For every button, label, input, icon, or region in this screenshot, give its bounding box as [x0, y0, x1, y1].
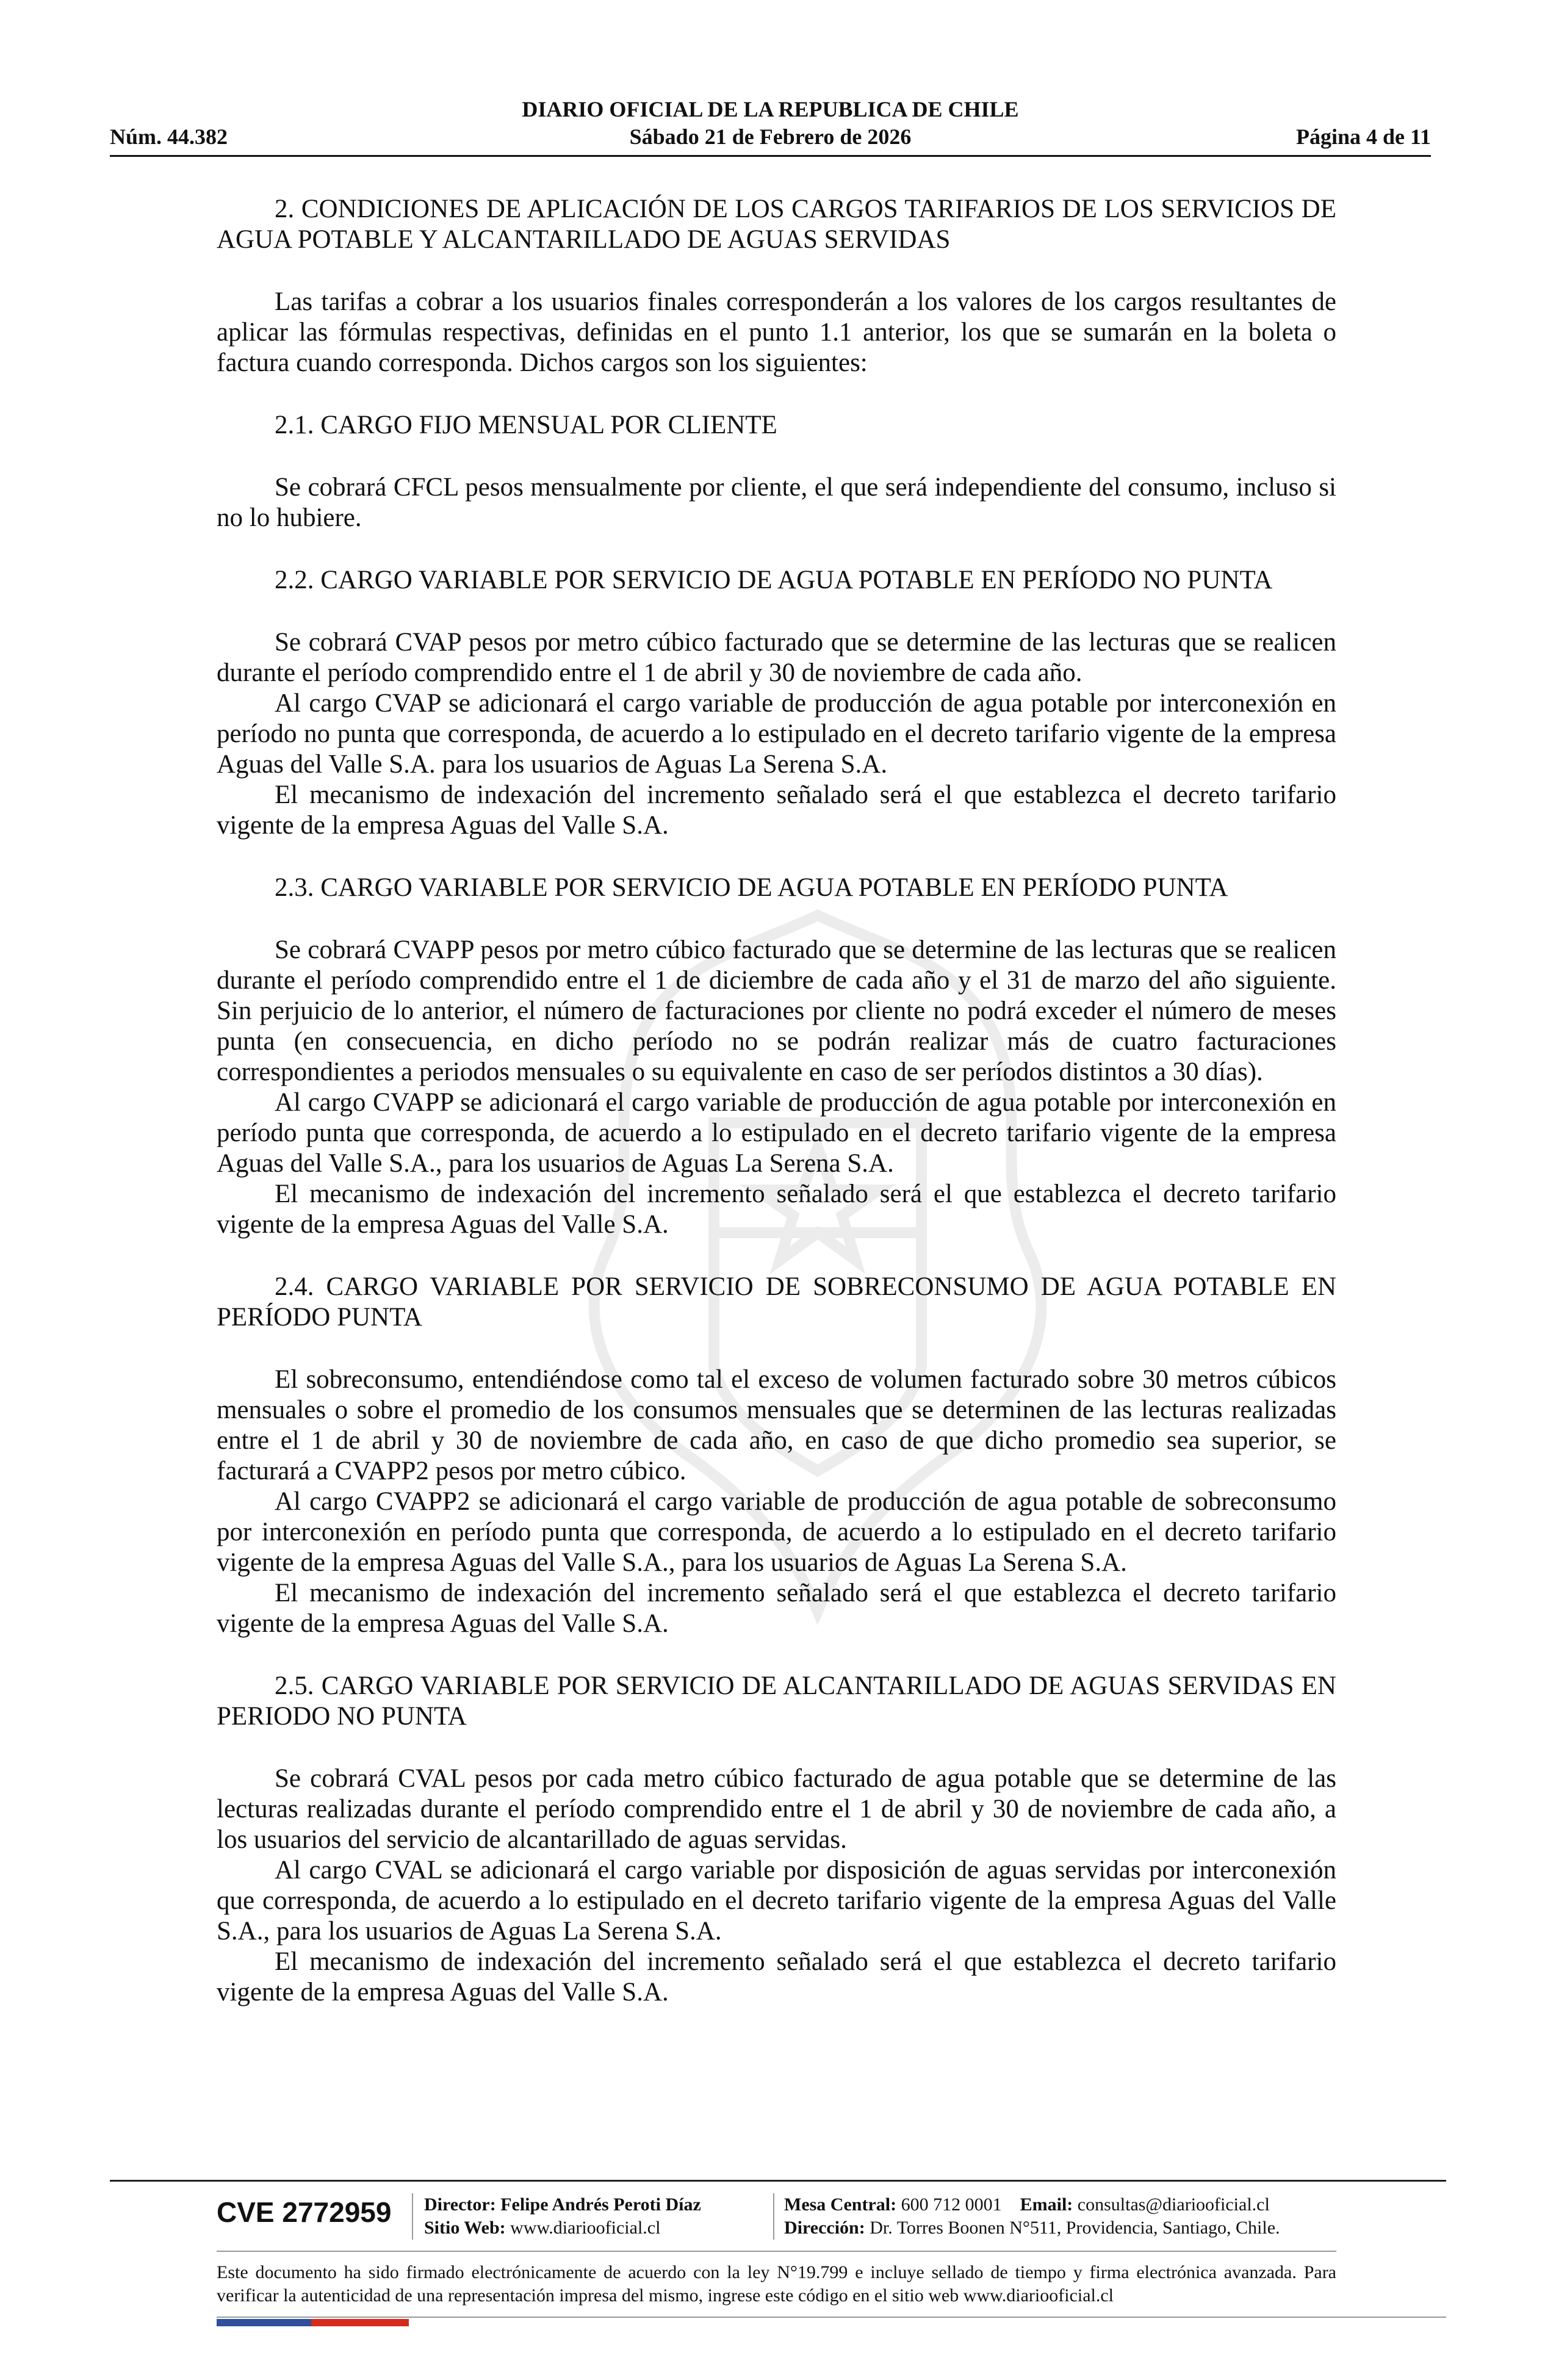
issue-number: Núm. 44.382: [110, 124, 228, 149]
section-heading: 2.4. CARGO VARIABLE POR SERVICIO DE SOBRECONSUMO DE AGUA POTABLE EN PERÍODO PUNTA: [217, 1272, 1336, 1332]
footer-separator: [412, 2193, 413, 2240]
issue-date: Sábado 21 de Febrero de 2026: [629, 124, 912, 149]
flag-red-band: [311, 2319, 409, 2326]
paragraph: Se cobrará CVAPP pesos por metro cúbico facturado que se determine de las lecturas que se realicen durante el período comprendido entre el 1 de diciembre de cada año y el 31 de marzo del año siguiente. Sin perjuicio de lo anterior, el número de facturaciones por cliente no podrá exceder el número de meses punta (en consecuencia, en dicho período no se podrán realizar más de cuatro facturaciones correspondientes a periodos mensuales o su equivalente en caso de ser períodos distintos a 30 días).: [217, 936, 1336, 1086]
paragraph: El mecanismo de indexación del incremento señalado será el que establezca el decreto tarifario vigente de la empresa Aguas del Valle S.A.: [217, 1180, 1336, 1239]
paragraph: Al cargo CVAL se adicionará el cargo variable por disposición de aguas servidas por interconexión que corresponda, de acuerdo a lo estipulado en el decreto tarifario vigente de la empresa Aguas del Valle S.A., para los usuarios de Aguas La Serena S.A.: [217, 1856, 1336, 1945]
footer-divider: [217, 2317, 1446, 2318]
paragraph: El sobreconsumo, entendiéndose como tal el exceso de volumen facturado sobre 30 metros cúbicos mensuales o sobre el promedio de los consumos mensuales que se determinen de las lecturas realizadas entre el 1 de abril y 30 de noviembre de cada año, en caso de que dicho promedio sea superior, se facturará a CVAPP2 pesos por metro cúbico.: [217, 1365, 1336, 1485]
header-divider: [110, 155, 1431, 157]
cve-code: CVE 2772959: [217, 2196, 392, 2228]
paragraph: Se cobrará CVAP pesos por metro cúbico facturado que se determine de las lecturas que se realicen durante el período comprendido entre el 1 de abril y 30 de noviembre de cada año.: [217, 628, 1336, 687]
section-heading: 2.5. CARGO VARIABLE POR SERVICIO DE ALCANTARILLADO DE AGUAS SERVIDAS EN PERIODO NO PUNTA: [217, 1671, 1336, 1731]
page-number: Página 4 de 11: [1295, 124, 1431, 149]
flag-stripe: [217, 2319, 409, 2326]
paragraph: Al cargo CVAPP2 se adicionará el cargo variable de producción de agua potable de sobreconsumo por interconexión en período punta que corresponda, de acuerdo a lo estipulado en el decreto tarifario vigente de la empresa Aguas del Valle S.A., para los usuarios de Aguas La Serena S.A.: [217, 1487, 1336, 1577]
footer-director-block: [424, 2193, 701, 2240]
director-name: Felipe Andrés Peroti Díaz: [500, 2194, 701, 2215]
paragraph: Las tarifas a cobrar a los usuarios finales corresponderán a los valores de los cargos resultantes de aplicar las fórmulas respectivas, definidas en el punto 1.1 anterior, los que se sumarán en la boleta o factura cuando corresponda. Dichos cargos son los siguientes:: [217, 287, 1336, 377]
paragraph: El mecanismo de indexación del incremento señalado será el que establezca el decreto tarifario vigente de la empresa Aguas del Valle S.A.: [217, 781, 1336, 840]
site-label: Sitio Web:: [424, 2218, 506, 2238]
paragraph: Se cobrará CVAL pesos por cada metro cúbico facturado de agua potable que se determine de las lecturas realizadas durante el período comprendido entre el 1 de abril y 30 de noviembre de cada año, a los usuarios del servicio de alcantarillado de aguas servidas.: [217, 1764, 1336, 1854]
paragraph: Se cobrará CFCL pesos mensualmente por cliente, el que será independiente del consumo, incluso si no lo hubiere.: [217, 473, 1336, 532]
director-label: Director:: [424, 2194, 496, 2215]
section-heading: 2.1. CARGO FIJO MENSUAL POR CLIENTE: [275, 411, 777, 439]
address-label: Dirección:: [784, 2218, 865, 2238]
section-heading: 2.3. CARGO VARIABLE POR SERVICIO DE AGUA POTABLE EN PERÍODO PUNTA: [275, 873, 1228, 902]
document-body: [217, 194, 1336, 2008]
section-heading: 2. CONDICIONES DE APLICACIÓN DE LOS CARGOS TARIFARIOS DE LOS SERVICIOS DE AGUA POTABLE Y ALCANTARILLADO DE AGUAS SERVIDAS: [217, 195, 1336, 254]
mesa-phone: 600 712 0001: [901, 2194, 1002, 2215]
paragraph: El mecanismo de indexación del incremento señalado será el que establezca el decreto tarifario vigente de la empresa Aguas del Valle S.A.: [217, 1579, 1336, 1638]
section-heading: 2.2. CARGO VARIABLE POR SERVICIO DE AGUA POTABLE EN PERÍODO NO PUNTA: [275, 566, 1273, 594]
footer-divider: [110, 2180, 1446, 2182]
email-label: Email:: [1020, 2194, 1073, 2215]
address-value: Dr. Torres Boonen N°511, Providencia, Santiago, Chile.: [870, 2218, 1280, 2238]
page-header: [110, 92, 1431, 159]
mesa-label: Mesa Central:: [784, 2194, 897, 2215]
flag-blue-band: [217, 2319, 311, 2326]
footer-contact-block: [784, 2193, 1280, 2240]
paragraph: Al cargo CVAPP se adicionará el cargo variable de producción de agua potable por interconexión en período punta que corresponda, de acuerdo a lo estipulado en el decreto tarifario vigente de la empresa Aguas del Valle S.A., para los usuarios de Aguas La Serena S.A.: [217, 1088, 1336, 1178]
gazette-title: DIARIO OFICIAL DE LA REPUBLICA DE CHILE: [522, 97, 1019, 121]
email-link[interactable]: consultas@diariooficial.cl: [1077, 2194, 1270, 2215]
paragraph: Al cargo CVAP se adicionará el cargo variable de producción de agua potable por interconexión en período no punta que corresponda, de acuerdo a lo estipulado en el decreto tarifario vigente de la empresa Aguas del Valle S.A. para los usuarios de Aguas La Serena S.A.: [217, 689, 1336, 779]
page-footer: [217, 2191, 1336, 2246]
paragraph: El mecanismo de indexación del incremento señalado será el que establezca el decreto tarifario vigente de la empresa Aguas del Valle S.A.: [217, 1947, 1336, 2007]
signature-note: Este documento ha sido firmado electrónicamente de acuerdo con la ley N°19.799 e incluye sellado de tiempo y firma electrónica avanzada. Para verificar la autenticidad de una representación impresa del mismo, ingrese este código en el sitio web www.diariooficial.cl: [217, 2262, 1336, 2306]
footer-divider: [217, 2251, 1336, 2252]
site-link[interactable]: www.diariooficial.cl: [510, 2218, 661, 2238]
footer-separator: [773, 2193, 774, 2240]
